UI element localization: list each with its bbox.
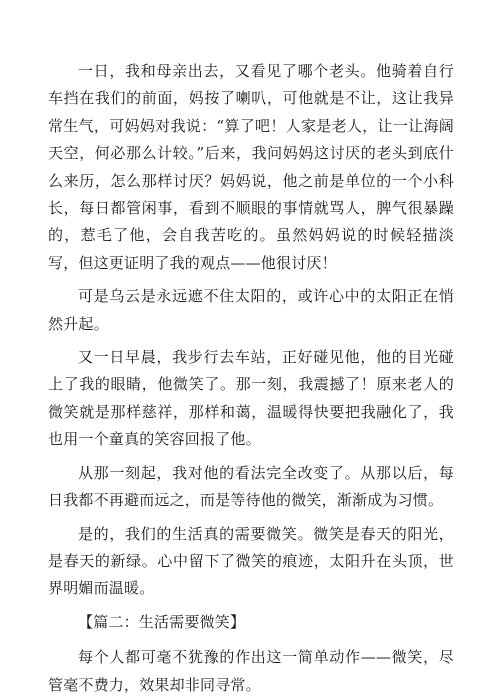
paragraph-life-needs-smile: 是的，我们的生活真的需要微笑。微笑是春天的阳光，是春天的新绿。心中留下了微笑的痕迹，太阳升在头顶，世界明媚而温暖。 [48,524,454,598]
paragraph-change-of-view: 从那一刻起，我对他的看法完全改变了。从那以后，每日我都不再避而远之，而是等待他的微笑，渐渐成为习惯。 [48,463,454,510]
paragraph-morning-smile: 又一日早晨，我步行去车站，正好碰见他，他的目光碰上了我的眼睛，他微笑了。那一刻，我震撼了！原来老人的微笑就是那样慈祥，那样和蔼，温暖得快要把我融化了，我也用一个童真的笑容回报了他。 [48,348,454,449]
paragraph-simple-action: 每个人都可毫不犹豫的作出这一简单动作——微笑，尽管毫不费力，效果却非同寻常。 [48,648,454,694]
section-heading: 【篇二：生活需要微笑】 [78,612,246,631]
paragraph-sun-rising: 可是乌云是永远遮不住太阳的，或许心中的太阳正在悄然升起。 [48,287,454,333]
paragraph-old-man-encounter: 一日，我和母亲出去，又看见了哪个老头。他骑着自行车挡在我们的前面，妈按了喇叭，可他就是不让，这让我异常生气，可妈妈对我说：“算了吧！人家是老人，让一让海阔天空，何必那么计较。”后来，我问妈妈这讨厌的老头到底什么来历，怎么那样讨厌？妈妈说，他之前是单位的一个小科长，每日都管闲事，看到不顺眼的事情就骂人，脾气很暴躁的，惹毛了他，会自我苦吃的。虽然妈妈说的时候轻描淡写，但这更证明了我的观点——他很讨厌！ [48,62,454,272]
